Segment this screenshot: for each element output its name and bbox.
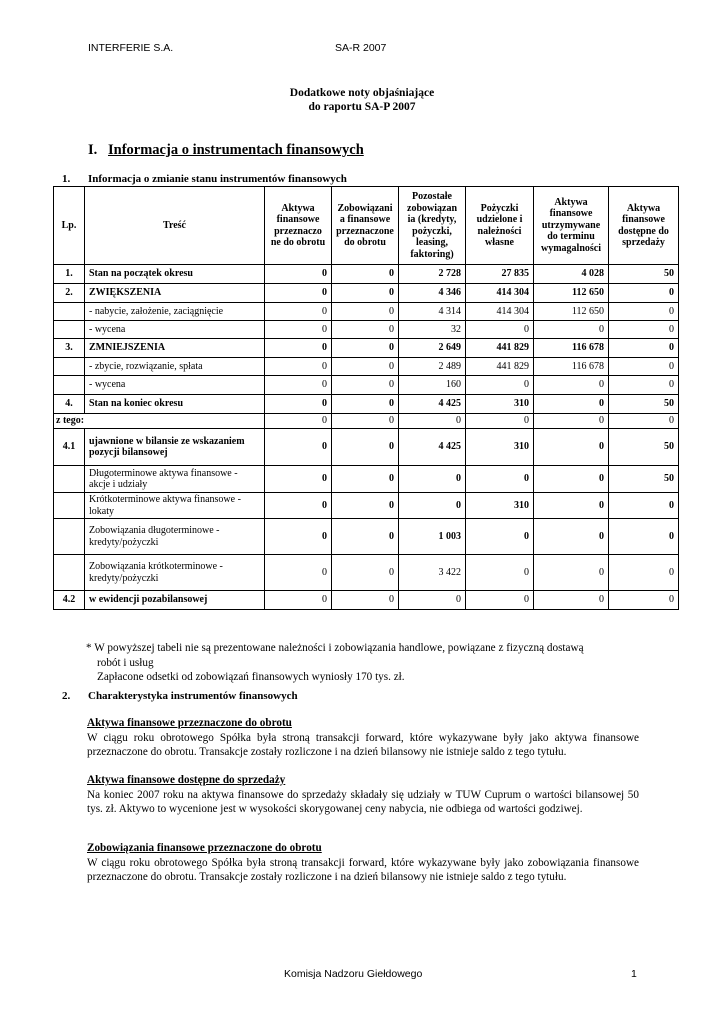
- cell-value: 0: [332, 493, 399, 519]
- cell-value: 0: [265, 303, 332, 321]
- cell-value: 50: [609, 265, 679, 284]
- footer-org: Komisja Nadzoru Giełdowego: [284, 968, 423, 980]
- cell-value: 0: [332, 414, 399, 429]
- header-report: SA-R 2007: [335, 42, 387, 54]
- row-lp: [54, 321, 85, 339]
- table-row: [54, 284, 679, 303]
- row-lp: [54, 555, 85, 591]
- cell-value: 414 304: [466, 284, 534, 303]
- cell-value: 0: [609, 339, 679, 358]
- cell-value: 0: [265, 395, 332, 414]
- cell-value: 0: [265, 429, 332, 466]
- document-title: [0, 86, 724, 114]
- header-tresc: Treść: [85, 187, 265, 265]
- paragraph-trading-liabilities: [87, 841, 639, 885]
- cell-value: 0: [265, 339, 332, 358]
- document-title-line1: Dodatkowe noty objaśniające: [289, 87, 435, 99]
- header-col1: Aktywa finansowe przeznaczo ne do obrotu: [265, 187, 332, 265]
- table-row: [54, 414, 679, 429]
- footnote-line1: W powyższej tabeli nie są prezentowane należności i zobowiązania handlowe, powiązane z fizyczną dostawą: [94, 642, 584, 654]
- row-lp: 3.: [54, 339, 85, 358]
- row-label: - zbycie, rozwiązanie, spłata: [85, 358, 265, 376]
- footnote-line3: Zapłacone odsetki od zobowiązań finansowych wyniosły 170 tys. zł.: [97, 671, 405, 683]
- cell-value: 0: [265, 519, 332, 555]
- section-title-text: Informacja o instrumentach finansowych: [108, 142, 364, 158]
- cell-value: 0: [265, 284, 332, 303]
- paragraph-heading: Zobowiązania finansowe przeznaczone do obrotu: [87, 842, 322, 854]
- cell-value: 310: [466, 395, 534, 414]
- cell-value: 0: [609, 591, 679, 610]
- cell-value: 0: [399, 493, 466, 519]
- cell-value: 2 728: [399, 265, 466, 284]
- cell-value: 0: [265, 414, 332, 429]
- cell-value: 0: [332, 358, 399, 376]
- section-number: I.: [88, 142, 98, 158]
- cell-value: 0: [534, 395, 609, 414]
- header-col2: Zobowiązani a finansowe przeznaczone do obrotu: [332, 187, 399, 265]
- row-lp: [54, 519, 85, 555]
- subsection-2-number: 2.: [62, 690, 71, 702]
- table-row: [54, 493, 679, 519]
- cell-value: 441 829: [466, 358, 534, 376]
- row-label: Stan na początek okresu: [85, 265, 265, 284]
- table-row: [54, 519, 679, 555]
- row-label: ZMNIEJSZENIA: [85, 339, 265, 358]
- cell-value: 414 304: [466, 303, 534, 321]
- footnote-line2: robót i usług: [97, 656, 154, 669]
- cell-value: 0: [332, 466, 399, 493]
- footnote: [86, 641, 584, 685]
- paragraph-available-for-sale: [87, 773, 639, 817]
- header-col4: Pożyczki udzielone i należności własne: [466, 187, 534, 265]
- cell-value: 4 425: [399, 395, 466, 414]
- cell-value: 0: [466, 414, 534, 429]
- cell-value: 0: [466, 321, 534, 339]
- cell-value: 0: [534, 321, 609, 339]
- cell-value: 0: [265, 493, 332, 519]
- paragraph-body: W ciągu roku obrotowego Spółka była stroną transakcji forward, które wykazywane były jako aktywa finansowe przeznaczone do obrotu. Transakcje zostały rozliczone i na dzień bilansowy nie istnieje saldo z tego tytułu.: [87, 731, 639, 758]
- cell-value: 50: [609, 395, 679, 414]
- cell-value: 0: [332, 284, 399, 303]
- table-row: [54, 358, 679, 376]
- table-row: [54, 303, 679, 321]
- document-title-line2: do raportu SA-P 2007: [308, 101, 416, 113]
- cell-value: 0: [609, 555, 679, 591]
- cell-value: 0: [534, 376, 609, 395]
- cell-value: 160: [399, 376, 466, 395]
- subsection-1: [62, 173, 347, 185]
- header-lp: Lp.: [54, 187, 85, 265]
- page-number: 1: [631, 968, 637, 980]
- cell-value: 4 425: [399, 429, 466, 466]
- cell-value: 50: [609, 466, 679, 493]
- cell-value: 0: [399, 466, 466, 493]
- cell-value: 112 650: [534, 303, 609, 321]
- cell-value: 0: [609, 358, 679, 376]
- cell-value: 0: [265, 265, 332, 284]
- row-label: - wycena: [85, 376, 265, 395]
- row-lp: [54, 303, 85, 321]
- cell-value: 116 678: [534, 339, 609, 358]
- cell-value: 0: [332, 339, 399, 358]
- row-label: - wycena: [85, 321, 265, 339]
- table-row: [54, 429, 679, 466]
- header-col5: Aktywa finansowe utrzymywane do terminu wymagalności: [534, 187, 609, 265]
- cell-value: 0: [332, 395, 399, 414]
- row-lp: 1.: [54, 265, 85, 284]
- cell-value: 0: [332, 519, 399, 555]
- row-label: Krótkoterminowe aktywa finansowe - lokaty: [85, 493, 265, 519]
- row-label: [85, 414, 265, 429]
- cell-value: 310: [466, 429, 534, 466]
- cell-value: 4 028: [534, 265, 609, 284]
- cell-value: 112 650: [534, 284, 609, 303]
- table-header-row: [54, 187, 679, 265]
- cell-value: 0: [609, 493, 679, 519]
- cell-value: 2 649: [399, 339, 466, 358]
- row-label: Stan na koniec okresu: [85, 395, 265, 414]
- cell-value: 0: [609, 303, 679, 321]
- cell-value: 0: [609, 519, 679, 555]
- cell-value: 0: [265, 591, 332, 610]
- table-row: [54, 466, 679, 493]
- cell-value: 0: [466, 519, 534, 555]
- row-label: ujawnione w bilansie ze wskazaniem pozycji bilansowej: [85, 429, 265, 466]
- cell-value: 0: [265, 321, 332, 339]
- cell-value: 0: [466, 591, 534, 610]
- cell-value: 0: [399, 414, 466, 429]
- paragraph-heading: Aktywa finansowe przeznaczone do obrotu: [87, 717, 292, 729]
- table-row: [54, 395, 679, 414]
- header-company: INTERFERIE S.A.: [88, 42, 174, 54]
- cell-value: 116 678: [534, 358, 609, 376]
- cell-value: 27 835: [466, 265, 534, 284]
- cell-value: 0: [534, 429, 609, 466]
- cell-value: 0: [265, 466, 332, 493]
- cell-value: 0: [534, 414, 609, 429]
- table-row: [54, 591, 679, 610]
- cell-value: 0: [332, 429, 399, 466]
- financial-instruments-table: [53, 186, 679, 610]
- cell-value: 441 829: [466, 339, 534, 358]
- table-row: [54, 265, 679, 284]
- cell-value: 0: [332, 265, 399, 284]
- row-lp: z tego:: [54, 414, 85, 429]
- cell-value: 0: [534, 519, 609, 555]
- subsection-1-title: Informacja o zmianie stanu instrumentów finansowych: [88, 173, 347, 185]
- cell-value: 0: [534, 493, 609, 519]
- cell-value: 0: [466, 376, 534, 395]
- cell-value: 0: [609, 284, 679, 303]
- table-row: [54, 339, 679, 358]
- cell-value: 3 422: [399, 555, 466, 591]
- cell-value: 0: [466, 466, 534, 493]
- cell-value: 0: [265, 358, 332, 376]
- cell-value: 0: [332, 321, 399, 339]
- cell-value: 32: [399, 321, 466, 339]
- section-title: [88, 142, 364, 159]
- paragraph-body: W ciągu roku obrotowego Spółka była stroną transakcji forward, które wykazywane były jako zobowiązania finansowe przeznaczone do obrotu. Transakcje zostały rozliczone i na dzień bilansowy nie istnieje saldo z tego tytułu.: [87, 856, 639, 883]
- row-label: - nabycie, założenie, zaciągnięcie: [85, 303, 265, 321]
- cell-value: 0: [534, 555, 609, 591]
- row-lp: 4.1: [54, 429, 85, 466]
- cell-value: 50: [609, 429, 679, 466]
- cell-value: 4 346: [399, 284, 466, 303]
- cell-value: 1 003: [399, 519, 466, 555]
- cell-value: 0: [534, 466, 609, 493]
- row-lp: 4.: [54, 395, 85, 414]
- header-col6: Aktywa finansowe dostępne do sprzedaży: [609, 187, 679, 265]
- row-label: Zobowiązania długoterminowe - kredyty/pożyczki: [85, 519, 265, 555]
- cell-value: 0: [332, 591, 399, 610]
- row-lp: 2.: [54, 284, 85, 303]
- row-label: Zobowiązania krótkoterminowe - kredyty/pożyczki: [85, 555, 265, 591]
- row-label: w ewidencji pozabilansowej: [85, 591, 265, 610]
- paragraph-trading-assets: [87, 716, 639, 760]
- cell-value: 0: [534, 591, 609, 610]
- cell-value: 0: [332, 376, 399, 395]
- row-label: Długoterminowe aktywa finansowe - akcje i udziały: [85, 466, 265, 493]
- cell-value: 4 314: [399, 303, 466, 321]
- subsection-1-number: 1.: [62, 173, 71, 185]
- cell-value: 0: [265, 555, 332, 591]
- cell-value: 310: [466, 493, 534, 519]
- row-lp: 4.2: [54, 591, 85, 610]
- paragraph-heading: Aktywa finansowe dostępne do sprzedaży: [87, 774, 286, 786]
- cell-value: 0: [609, 414, 679, 429]
- table-row: [54, 321, 679, 339]
- subsection-2-title: Charakterystyka instrumentów finansowych: [88, 690, 298, 702]
- cell-value: 0: [466, 555, 534, 591]
- cell-value: 0: [265, 376, 332, 395]
- row-lp: [54, 493, 85, 519]
- table-row: [54, 555, 679, 591]
- row-lp: [54, 466, 85, 493]
- cell-value: 2 489: [399, 358, 466, 376]
- cell-value: 0: [399, 591, 466, 610]
- cell-value: 0: [609, 376, 679, 395]
- subsection-2: [62, 690, 298, 702]
- cell-value: 0: [332, 555, 399, 591]
- paragraph-body: Na koniec 2007 roku na aktywa finansowe do sprzedaży składały się udziały w TUW Cuprum o wartości bilansowej 50 tys. zł. Aktywo to wycenione jest w wysokości skorygowanej ceny nabycia, nie odbiega od wartości godziwej.: [87, 788, 639, 815]
- row-lp: [54, 376, 85, 395]
- header-col3: Pozostałe zobowiązan ia (kredyty, pożyczki, leasing, faktoring): [399, 187, 466, 265]
- table-row: [54, 376, 679, 395]
- footnote-star: *: [86, 642, 92, 654]
- row-lp: [54, 358, 85, 376]
- cell-value: 0: [332, 303, 399, 321]
- cell-value: 0: [609, 321, 679, 339]
- row-label: ZWIĘKSZENIA: [85, 284, 265, 303]
